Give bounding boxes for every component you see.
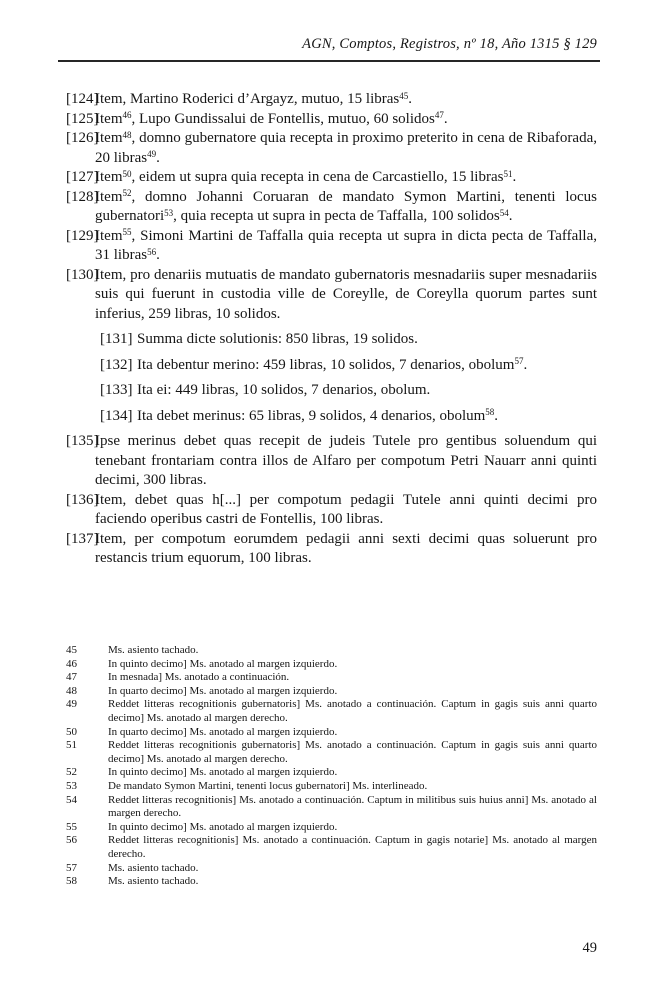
- entry: [66, 90, 597, 110]
- footnote: [66, 739, 597, 766]
- entry-text: Ita debet merinus: 65 libras, 9 solidos, 4 denarios, obolum$^{58}$.: [137, 407, 499, 424]
- footnote-text: In quinto decimo] Ms. anotado al margen izquierdo.: [108, 820, 338, 833]
- footnote-number: 48: [66, 684, 77, 697]
- footnote: [66, 862, 597, 876]
- entry: [66, 168, 597, 188]
- entry-number: [129]: [66, 227, 99, 244]
- entry-indented: [100, 407, 597, 427]
- entry-number: [127]: [66, 169, 99, 185]
- body-text: [66, 90, 597, 569]
- footnote: [66, 671, 597, 685]
- entry-text: Item$^{55}$, Simoni Martini de Taffalla quia recepta ut supra in dicta pecta de Taffalla, 31 libras$^{56}$.: [95, 227, 597, 263]
- footnote-number: 49: [66, 698, 77, 711]
- footnote-number: 46: [66, 657, 77, 670]
- footnote-text: In quarto decimo] Ms. anotado al margen izquierdo.: [108, 684, 338, 697]
- entry: [66, 129, 597, 168]
- entry-text: Ipse merinus debet quas recepit de judeis Tutele pro gentibus soluendum qui tenebant frontariam contra illos de Alfaro per compotum Petri Nauarr anni quinti decimi, 300 libras.: [95, 433, 597, 488]
- entry: [66, 227, 597, 266]
- entry-number: [134]: [100, 407, 133, 424]
- footnote-text: De mandato Symon Martini, tenenti locus gubernatori] Ms. interlineado.: [108, 779, 428, 792]
- footnote-number: 56: [66, 834, 77, 847]
- entry-number: [131]: [100, 331, 133, 347]
- entry-number: [124]: [66, 91, 99, 107]
- entry-number: [136]: [66, 491, 99, 508]
- footnote-number: 45: [66, 644, 77, 656]
- entry: [66, 188, 597, 227]
- footnote: [66, 794, 597, 821]
- footnote-number: 53: [66, 779, 77, 792]
- page-number: 49: [582, 940, 597, 956]
- entry-indented: [100, 356, 597, 376]
- footnote-text: Reddet litteras recognitionis gubernatoris] Ms. anotado a continuación. Captum in gagis suis anni quarto decimo] Ms. anotado al margen derecho.: [108, 698, 597, 724]
- footnote-text: In quinto decimo] Ms. anotado al margen izquierdo.: [108, 766, 338, 779]
- entry-text: Item$^{48}$, domno gubernatore quia recepta in proximo preterito in cena de Ribaforada, 20 libras$^{49}$.: [95, 129, 597, 166]
- entry-number: [125]: [66, 110, 99, 127]
- entry-text: Summa dicte solutionis: 850 libras, 19 solidos.: [137, 331, 418, 347]
- footnote: [66, 834, 597, 861]
- footnote-number: 47: [66, 671, 77, 684]
- footnote: [66, 726, 597, 740]
- footnote: [66, 766, 597, 780]
- entry-number: [126]: [66, 130, 99, 146]
- entry: [66, 491, 597, 530]
- footnote: [66, 658, 597, 672]
- entry-text: Ita debentur merino: 459 libras, 10 solidos, 7 denarios, obolum$^{57}$.: [137, 356, 528, 373]
- entry-indented: [100, 381, 597, 401]
- footnote-text: Reddet litteras recognitionis] Ms. anotado a continuación. Captum in gagis notarie] Ms. anotado al margen derecho.: [108, 834, 597, 860]
- header-rule: [58, 60, 600, 62]
- footnote-number: 52: [66, 766, 77, 779]
- running-header: AGN, Comptos, Registros, nº 18, Año 1315 § 129: [302, 36, 597, 52]
- entry-indented: [100, 330, 597, 350]
- footnote-text: Ms. asiento tachado.: [108, 644, 199, 656]
- footnote-text: In mesnada] Ms. anotado a continuación.: [108, 671, 290, 684]
- footnote-number: 54: [66, 793, 77, 806]
- entry: [66, 432, 597, 491]
- entry-text: Item$^{50}$, eidem ut supra quia recepta in cena de Carcastiello, 15 libras$^{51}$.: [95, 168, 517, 185]
- entry-text: Item, per compotum eorumdem pedagii anni sexti decimi quas soluerunt pro restancis trium equorum, 100 libras.: [95, 530, 597, 566]
- entry-number: [133]: [100, 382, 133, 398]
- entry-text: Item, pro denariis mutuatis de mandato gubernatoris mesnadariis super mesnadariis suis qui fuerunt in custodia ville de Coreylle, de Coreylla quorum partes sunt inferius, 259 libras, 10 solidos.: [95, 266, 597, 322]
- entry: [66, 530, 597, 569]
- footnote: [66, 821, 597, 835]
- entry-text: Item$^{46}$, Lupo Gundissalui de Fontellis, mutuo, 60 solidos$^{47}$.: [95, 110, 448, 127]
- entry-text: Item, debet quas h[...] per compotum pedagii Tutele anni quinti decimi pro faciendo operibus castri de Fontellis, 100 libras.: [95, 491, 597, 527]
- footnote-number: 50: [66, 725, 77, 738]
- entry-text: Ita ei: 449 libras, 10 solidos, 7 denarios, obolum.: [137, 382, 431, 398]
- footnote: [66, 698, 597, 725]
- footnote: [66, 875, 597, 889]
- entry-number: [130]: [66, 266, 99, 283]
- footnote-text: Reddet litteras recognitionis] Ms. anotado a continuación. Captum in militibus suis huius anni] Ms. anotado al margen derecho.: [108, 793, 597, 820]
- entry-text: Item$^{52}$, domno Johanni Coruaran de mandato Symon Martini, tenenti locus gubernatori$^{53}$, quia recepta ut supra in pecta de Taffalla, 100 solidos$^{54}$.: [95, 188, 597, 224]
- footnote: [66, 685, 597, 699]
- footnote-text: Ms. asiento tachado.: [108, 875, 199, 888]
- footnote-text: Reddet litteras recognitionis gubernatoris] Ms. anotado a continuación. Captum in gagis suis anni quarto decimo] Ms. anotado al margen derecho.: [108, 739, 597, 765]
- footnote: [66, 780, 597, 794]
- entry-number: [128]: [66, 188, 99, 205]
- entry: [66, 110, 597, 130]
- footnote-number: 58: [66, 875, 77, 888]
- footnote-number: 51: [66, 739, 77, 752]
- footnote-number: 57: [66, 861, 77, 874]
- entry-number: [137]: [66, 530, 99, 547]
- footnote-text: Ms. asiento tachado.: [108, 861, 199, 874]
- entry: [66, 266, 597, 325]
- footnote-number: 55: [66, 820, 77, 833]
- footnote-text: In quinto decimo] Ms. anotado al margen izquierdo.: [108, 657, 338, 670]
- footnote-text: In quarto decimo] Ms. anotado al margen izquierdo.: [108, 725, 338, 738]
- footnotes-section: [66, 644, 597, 889]
- entry-number: [132]: [100, 356, 133, 373]
- footnote: [66, 644, 597, 658]
- entry-number: [135]: [66, 433, 99, 449]
- entry-text: Item, Martino Roderici d’Argayz, mutuo, 15 libras$^{45}$.: [95, 90, 412, 107]
